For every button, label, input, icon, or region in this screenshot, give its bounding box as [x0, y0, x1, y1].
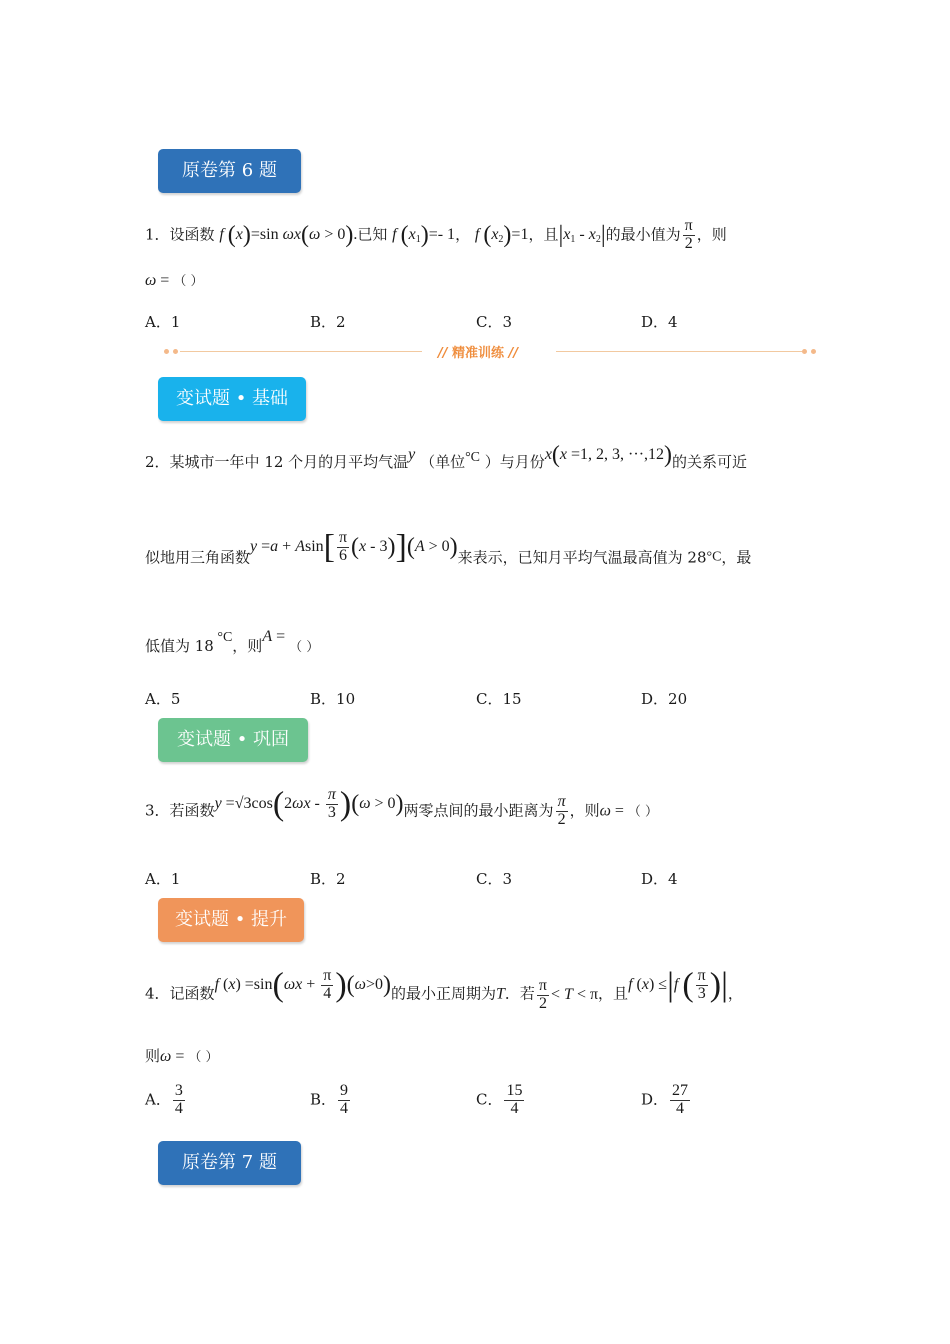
badge-consolidate: 变试题 • 巩固 [158, 718, 308, 762]
q2-function-def: y =a + Asin[ $\frac{\pi}{6}$ (x - 3)](A > 0) [250, 528, 458, 565]
question-1-line-2: ω = （ ） [145, 272, 204, 289]
q4-option-a[interactable]: A． $\frac{3}{4}$ [145, 1082, 183, 1117]
q2-option-d[interactable]: D．20 [641, 690, 688, 708]
q1-fx2: f $(x_2)=1$ [474, 222, 529, 249]
q4-option-b[interactable]: B． $\frac{9}{4}$ [310, 1082, 349, 1117]
badge-original-7: 原卷第 7 题 [158, 1141, 301, 1185]
q2-month-def: x(x =1, 2, 3, ···,12) [544, 442, 673, 468]
divider-line-right [556, 351, 802, 352]
q3-option-d[interactable]: D．4 [641, 870, 678, 888]
q3-fraction-pi-2: $\frac{\pi}{2}$ [557, 793, 566, 829]
q1-option-b[interactable]: B．2 [310, 313, 346, 331]
q2-option-b[interactable]: B．10 [310, 690, 356, 708]
badge-basic: 变试题 • 基础 [158, 377, 306, 421]
q1-omega: ω [145, 272, 157, 289]
divider-line-left [180, 351, 422, 352]
degree-c-unit: °C [465, 450, 481, 466]
badge-improve: 变试题 • 提升 [158, 898, 304, 942]
question-2-line-1: 2．某城市一年中 12 个月的月平均气温y （单位°C ）与月份x(x =1, 2, 3, ···,12)的关系可近 [145, 442, 748, 472]
q1-fx1: f $(x_1)=-$ 1 [392, 222, 456, 249]
question-4: 4．记函数f (x) =sin(ωx + $\frac{\pi}{4}$ )(ω>0)的最小正周期为T．若 $\frac{\pi}{2}$ < T < π，且f (x) ≤|f ( $\frac{\pi}{3}$ )|， [145, 966, 743, 1012]
question-2-line-3: 低值为 18 °C，则A = （ ） [145, 628, 320, 655]
divider-dot [164, 349, 169, 354]
question-3: 3．若函数y =√3cos(2ωx - $\frac{\pi}{3}$ )(ω > 0)两零点间的最小距离为 $\frac{\pi}{2}$ ，则ω = （ ） [145, 785, 659, 829]
q1-option-d[interactable]: D．4 [641, 313, 678, 331]
q4-period-range: $\frac{\pi}{2}$ < T < π [538, 976, 599, 1012]
badge-original-6: 原卷第 6 题 [158, 149, 301, 193]
question-2-line-2: 似地用三角函数y =a + Asin[ $\frac{\pi}{6}$ (x - 3)](A > 0)来表示，已知月平均气温最高值为 28°C，最 [145, 528, 752, 567]
q1-option-c[interactable]: C．3 [476, 313, 513, 331]
divider-dot [173, 349, 178, 354]
q3-option-b[interactable]: B．2 [310, 870, 346, 888]
q3-option-a[interactable]: A．1 [145, 870, 181, 888]
q3-option-c[interactable]: C．3 [476, 870, 513, 888]
question-1: 1．设函数 f (x)=sin ωx(ω > 0).已知 f $(x_1)=-$ 1， f $(x_2)=1$，且$|x_1 - x_2|$的最小值为 $\frac{\pi}{2}$ ，则 [145, 217, 727, 252]
q2-option-a[interactable]: A．5 [145, 690, 181, 708]
q4-function-def: f (x) =sin(ωx + $\frac{\pi}{4}$ )(ω>0) [214, 966, 391, 1003]
divider-dot [802, 349, 807, 354]
q1-fraction-pi-2: $\frac{\pi}{2}$ [684, 217, 693, 252]
q1-abs-diff: $|x_1 - x_2|$ [558, 222, 606, 249]
q1-option-a[interactable]: A．1 [145, 313, 181, 331]
divider-dot [811, 349, 816, 354]
q2-option-c[interactable]: C．15 [476, 690, 522, 708]
double-slash-icon: // [508, 346, 519, 361]
q3-function-def: y =√3cos(2ωx - $\frac{\pi}{3}$ )(ω > 0) [214, 785, 404, 822]
double-slash-icon: // [438, 346, 448, 361]
q4-option-d[interactable]: D． $\frac{27}{4}$ [641, 1082, 689, 1117]
question-4-line-2: 则ω = （ ） [145, 1047, 219, 1065]
q4-inequality: f (x) ≤|f ( $\frac{\pi}{3}$ )| [628, 966, 728, 1003]
q1-function-def: f (x)=sin ωx(ω > 0). [219, 222, 358, 249]
divider-label: // 精准训练 // [438, 346, 519, 361]
q4-option-c[interactable]: C． $\frac{15}{4}$ [476, 1082, 523, 1117]
